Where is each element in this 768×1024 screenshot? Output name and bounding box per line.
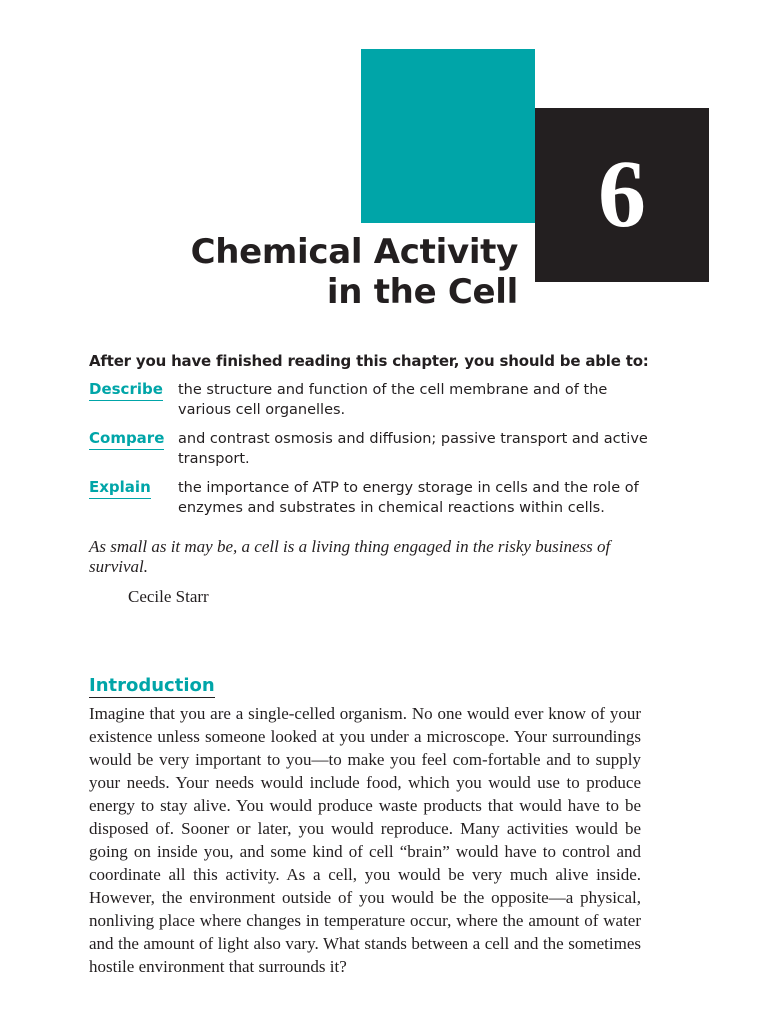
introduction-paragraph: Imagine that you are a single-celled organism. No one would ever know of your existence unless someone looked at you under a microscope. Your surroundings would be very important to you—to make you feel com-fortable and to supply your needs. Your needs would include food, which you would use to produce energy to stay alive. You would produce waste products that would have to be disposed of. Sooner or later, you would reproduce. Many activities would be going on inside you, and some kind of cell “brain” would have to control and coordinate all this activity. As a cell, you would be very much alive inside. However, the environment outside of you would be the opposite—a physical, nonliving place where changes in temperature occur, where the amount of water and the amount of light also vary. What stands between a cell and the sometimes hostile environment that surrounds it? bbox=[89, 704, 641, 976]
objective-verb: Compare bbox=[89, 429, 164, 450]
objective-text: the importance of ATP to energy storage in cells and the role of enzymes and substrates in chemical reactions within cells. bbox=[178, 480, 639, 516]
objectives-intro: After you have finished reading this chapter, you should be able to: bbox=[89, 352, 649, 370]
objective-verb: Explain bbox=[89, 478, 151, 499]
epigraph-quote: As small as it may be, a cell is a living thing engaged in the risky business of survival. bbox=[89, 537, 611, 576]
objective-verb: Describe bbox=[89, 380, 163, 401]
objective-text: and contrast osmosis and diffusion; passive transport and active transport. bbox=[178, 431, 648, 467]
objective-text: the structure and function of the cell membrane and of the various cell organelles. bbox=[178, 382, 608, 418]
epigraph-author: Cecile Starr bbox=[128, 587, 209, 606]
chapter-title-line-1: Chemical Activity bbox=[190, 232, 518, 272]
chapter-number-block bbox=[535, 108, 709, 282]
chapter-title bbox=[191, 232, 518, 312]
chapter-title-line-2: in the Cell bbox=[326, 272, 518, 312]
decorative-teal-block bbox=[361, 49, 535, 223]
chapter-number: 6 bbox=[598, 140, 646, 247]
introduction-heading: Introduction bbox=[89, 675, 215, 696]
